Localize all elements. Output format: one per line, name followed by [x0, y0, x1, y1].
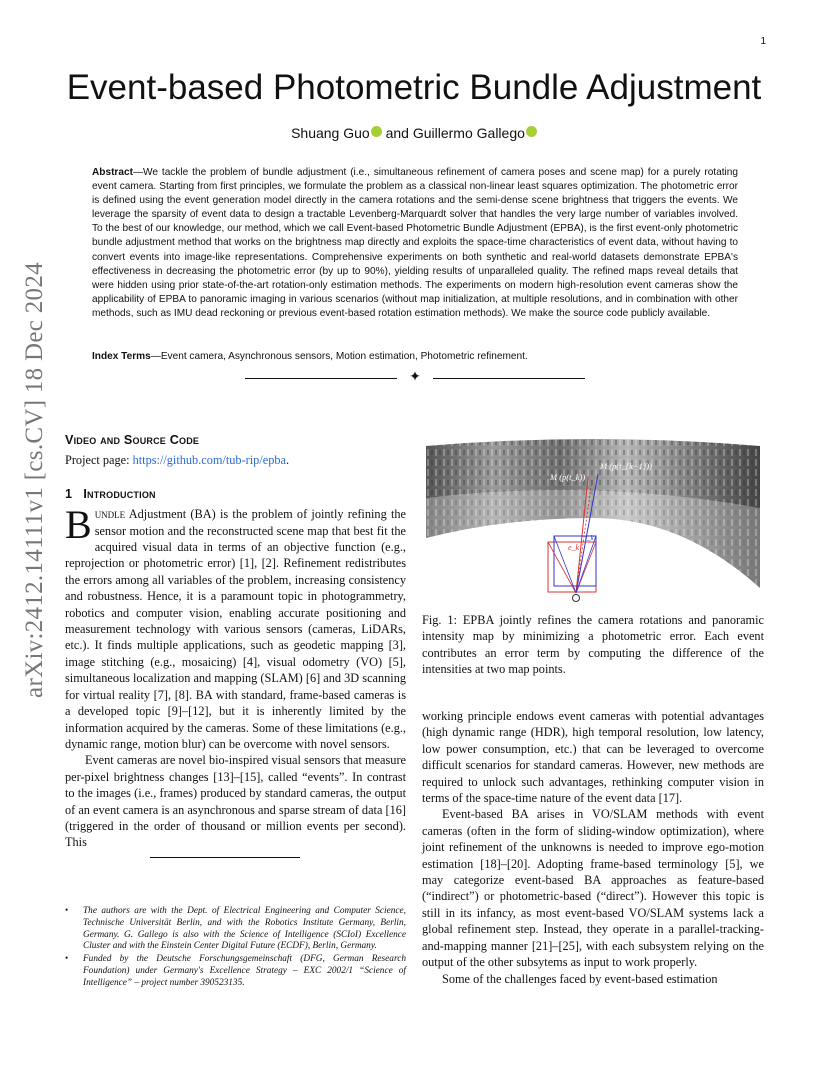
author-connector: and — [381, 125, 413, 141]
section-intro-title: Introduction — [83, 486, 156, 501]
arxiv-id: arXiv:2412.14111v1 [cs.CV] 18 Dec 2024 — [21, 262, 48, 698]
figure-1 — [422, 438, 764, 610]
footnote-1: • The authors are with the Dept. of Electrical Engineering and Computer Science, Technische Universität Berlin, and with the Robotics Institute Germany, Berlin, Germany. G. Gallego is also with the Science of Intelligence (SCIoI) Excellence Cluster and with the Einstein Center Digital Future (ECDF), Berlin, Germany. — [65, 906, 406, 953]
figure-label-mk: M (p(t_k)) — [550, 472, 586, 482]
right-column — [422, 708, 764, 987]
arxiv-sidebar — [10, 180, 60, 780]
author-2: Guillermo Gallego — [412, 125, 525, 141]
section-heading-video — [65, 432, 406, 448]
right-paragraph-1: working principle endows event cameras with potential advantages (high dynamic range (HDR), high temporal resolution, low latency, low power consumption, etc.) that can be leveraged to overcome difficult scenarios for standard cameras. However, new methods are required to unlock such advantages, rethinking computer vision in terms of the space-time nature of the event data [17]. — [422, 709, 764, 806]
figure-1-svg — [422, 438, 764, 610]
figure-label-mk1: M (p(t_{k−1})) — [600, 461, 652, 471]
figure-caption: Fig. 1: EPBA jointly refines the camera rotations and panoramic intensity map by minimizing a photometric error. Each event contributes an error term by computing the difference of the intensities at two map points. — [422, 613, 764, 677]
intro-paragraph-1 — [65, 502, 406, 752]
intro-paragraph-2: Event cameras are novel bio-inspired visual sensors that measure per-pixel brightness changes [13]–[15], called “events”. In contrast to the images (i.e., frames) produced by standard cameras, the output of an event camera is an asynchronous and sparse stream of data [16] (triggered in the order of thousand or million events per second). This — [65, 753, 406, 850]
footnote-2: • Funded by the Deutsche Forschungsgemeinschaft (DFG, German Research Foundation) under Germany's Excellence Strategy – EXC 2002/1 “Science of Intelligence” – project number 390523135. — [65, 954, 406, 989]
abstract — [92, 166, 738, 321]
divider-star-icon: ✦ — [409, 369, 421, 385]
footnote-rule — [150, 857, 300, 858]
authors — [0, 125, 828, 141]
project-page-after: . — [285, 453, 290, 468]
dropcap: B — [65, 502, 92, 548]
intro-smallcaps: undle — [94, 507, 126, 522]
paper-title: Event-based Photometric Bundle Adjustment — [66, 68, 762, 107]
figure-label-ek: e_k — [568, 543, 580, 552]
left-column — [65, 432, 406, 858]
abstract-label: Abstract — [92, 167, 133, 178]
orcid-icon[interactable] — [371, 126, 382, 137]
abstract-text: —We tackle the problem of bundle adjustment (i.e., simultaneous refinement of camera poses and scene map) for a purely rotating event camera. Starting from first principles, we formulate the problem as a classical non-linear least squares optimization. The photometric error is defined using the event generation model directly in the camera rotations and the semi-dense scene brightness that triggers the events. We leverage the sparsity of event data to design a tractable Levenberg-Marquardt solver that handles the very large number of variables involved. To the best of our knowledge, our method, which we call Event-based Photometric Bundle Adjustment (EPBA), is the first event-only photometric bundle adjustment method that works on the brightness map directly and exploits the space-time characteristics of event data, without having to convert events into image-like representations. Comprehensive experiments on both synthetic and real-world datasets demonstrate EPBA's effectiveness in decreasing the photometric error (by up to 90%), yielding results of unparalleled quality. The refined maps reveal details that were hidden using prior state-of-the-art rotation-only estimation methods. The experiments on modern high-resolution event cameras show the applicability of EPBA to panoramic imaging in various scenarios (without map initialization, at multiple resolutions, and in combination with other methods, such as IMU dead reckoning or previous event-based rotation estimation methods). We make the source code publicly available. — [92, 167, 738, 319]
project-page-label: Project page: — [65, 453, 133, 468]
right-paragraph-3: Some of the challenges faced by event-based estimation — [442, 971, 718, 986]
page-number: 1 — [760, 36, 766, 47]
right-paragraph-2: Event-based BA arises in VO/SLAM methods with event cameras (often in the form of sliding-window optimization), where joint refinement of the unknowns is needed to improve ego-motion estimation [18]–[20]. Adopting frame-based terminology [5], we may categorize event-based BA approaches as feature-based (“indirect”) or photometric-based (“direct”). However this topic is still in its infancy, as most event-based VO/SLAM systems lack a global refinement step. Instead, they operate in a parallel-tracking-and-mapping manner [21]–[25], with each subsystem relying on the output of the other subsytems as input to work properly. — [422, 807, 764, 970]
figure-label-tk: t_k — [585, 534, 594, 542]
index-terms — [92, 351, 738, 362]
section-video-title: Video and Source Code — [65, 433, 200, 447]
orcid-icon[interactable] — [526, 126, 537, 137]
intro-p1-text: Adjustment (BA) is the problem of jointly refining the sensor motion and the reconstructed scene map that best fit the acquired visual data in terms of an objective function (e.g., reprojection or photometric error) [1], [2]. Refinement redistributes the errors among all variables of the problem, increasing consistency and robustness. Hence, it is a paramount topic in photogrammetry, robotics and computer vision, enabling accurate positioning and measurement technology with various sensors (cameras, LiDARs, etc.). It finds multiple applications, such as geodetic mapping [3], image stitching (e.g., mosaicing) [4], visual odometry (VO) [5], simultaneous localization and mapping (SLAM) [6] and 3D scanning for virtual reality [7], [8]. BA with standard, frame-based cameras is a developed topic [9]–[12], but it is inherently limited by the information acquired by the cameras. Some of these limitations (e.g., dynamic range, motion blur) can be overcome with novel sensors. — [65, 507, 406, 751]
index-terms-text: —Event camera, Asynchronous sensors, Motion estimation, Photometric refinement. — [150, 351, 528, 362]
author-1: Shuang Guo — [291, 125, 370, 141]
project-link[interactable]: https://github.com/tub-rip/epba — [132, 453, 286, 468]
section-heading-intro — [65, 486, 406, 502]
section-intro-number: 1 — [65, 486, 73, 501]
index-terms-label: Index Terms — [92, 351, 151, 362]
section-divider — [245, 369, 585, 386]
project-page — [65, 452, 406, 468]
footnotes — [65, 906, 406, 991]
